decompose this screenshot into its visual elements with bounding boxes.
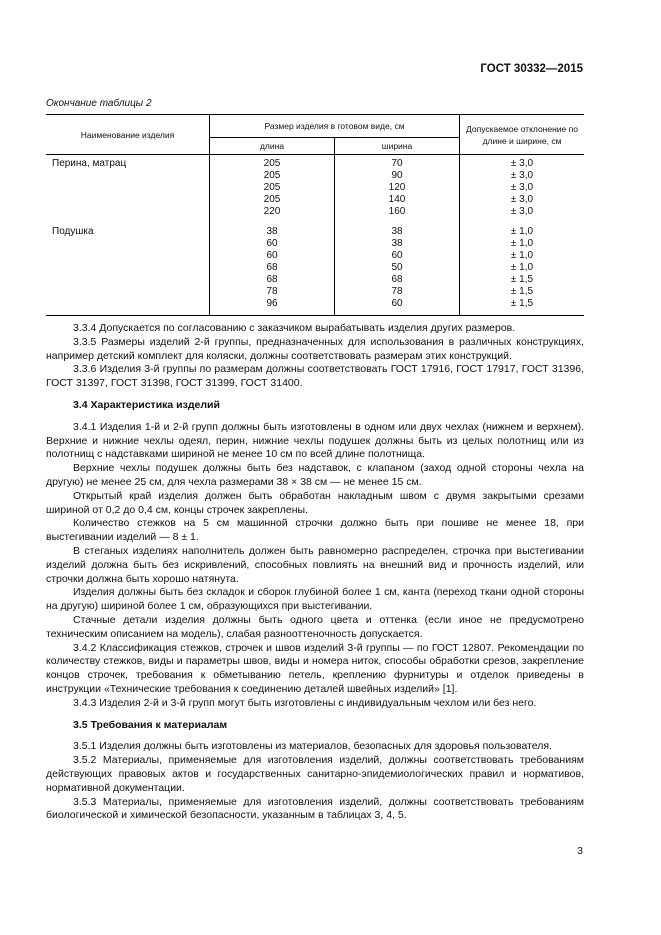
tolerance-cell: ± 1,0 <box>460 250 585 262</box>
section-heading-3-5: 3.5 Требования к материалам <box>73 718 228 731</box>
tolerance-cell: ± 3,0 <box>460 182 585 194</box>
width-cell: 50 <box>335 262 460 274</box>
document-code: ГОСТ 30332—2015 <box>480 63 583 75</box>
paragraph: Количество стежков на 5 см машинной строчки должно быть при пошиве не менее 18, при выстегивании изделий — 8 ± 1. <box>46 517 584 544</box>
tolerance-cell: ± 3,0 <box>460 194 585 206</box>
header-tolerance: Допускаемое отклонение по длине и ширине, см <box>460 115 585 155</box>
table-row <box>46 250 584 262</box>
table-row <box>46 155 584 171</box>
tolerance-cell: ± 1,5 <box>460 274 585 286</box>
page-number: 3 <box>577 845 583 857</box>
table-row <box>46 170 584 182</box>
length-cell: 205 <box>210 182 335 194</box>
paragraph: Стачные детали изделия должны быть одного цвета и оттенка (если иное не предусмотрено техническим описанием на модель), слабая разнооттеночность допускается. <box>46 613 584 640</box>
tolerance-cell: ± 1,0 <box>460 262 585 274</box>
section-heading-3-4: 3.4 Характеристика изделий <box>73 398 220 411</box>
clause-3-5-2: 3.5.2 Материалы, применяемые для изготовления изделий, должны соответствовать требованиям действующих правовых актов и государственных санитарно-эпидемиологических правил и нормативов, нормативной документации. <box>46 754 584 794</box>
tolerance-cell: ± 3,0 <box>460 170 585 182</box>
length-cell: 60 <box>210 250 335 262</box>
table-row <box>46 223 584 238</box>
clause-3-3-6: 3.3.6 Изделия 3-й группы по размерам должны соответствовать ГОСТ 17916, ГОСТ 17917, ГОСТ 31396, ГОСТ 31397, ГОСТ 31398, ГОСТ 31399, ГОСТ 31400. <box>46 363 584 390</box>
table-row <box>46 274 584 286</box>
length-cell: 78 <box>210 286 335 298</box>
clause-3-5-1: 3.5.1 Изделия должны быть изготовлены из материалов, безопасных для здоровья пользователя. <box>73 740 552 753</box>
width-cell: 60 <box>335 250 460 262</box>
length-cell: 68 <box>210 262 335 274</box>
width-cell: 140 <box>335 194 460 206</box>
clause-3-4-2: 3.4.2 Классификация стежков, строчек и швов изделий 3-й группы — по ГОСТ 12807. Рекомендации по количеству стежков, виды и параметры швов, виды и номера ниток, способы обработки срезов, закрепление концов строчек, требования к обметыванию петель, креплению фурнитуры и отделок приведены в инструкции «Технические требования к соединению деталей швейных изделий» [1]. <box>46 641 584 695</box>
tolerance-cell: ± 1,5 <box>460 298 585 316</box>
header-size-group: Размер изделия в готовом виде, см <box>210 115 460 138</box>
paragraph: Изделия должны быть без складок и сборок глубиной более 1 см, канта (переход ткани одной стороны на другую) шириной более 1 см, образующихся при выстегивании. <box>46 586 584 613</box>
table-row <box>46 182 584 194</box>
width-cell: 38 <box>335 223 460 238</box>
paragraph: Открытый край изделия должен быть обработан накладным швом с двумя закрытыми срезами шириной от 0,2 до 0,4 см, концы строчек закреплены. <box>46 489 584 516</box>
length-cell: 205 <box>210 194 335 206</box>
width-cell: 160 <box>335 206 460 223</box>
clause-3-3-4: 3.3.4 Допускается по согласованию с заказчиком вырабатывать изделия других размеров. <box>73 322 516 334</box>
width-cell: 120 <box>335 182 460 194</box>
table-row <box>46 286 584 298</box>
paragraph: Верхние чехлы подушек должны быть без надставок, с клапаном (заход одной стороны чехла на другую) не менее 25 см, для чехла размерами 38 × 38 см — не менее 15 см. <box>46 462 584 488</box>
product-name-cell: Подушка <box>52 226 94 237</box>
header-length: длина <box>210 138 335 155</box>
tolerance-cell: ± 1,5 <box>460 286 585 298</box>
length-cell: 220 <box>210 206 335 223</box>
document-body <box>46 322 584 823</box>
table-row <box>46 206 584 223</box>
table-row <box>46 238 584 250</box>
tolerance-cell: ± 1,0 <box>460 223 585 238</box>
width-cell: 90 <box>335 170 460 182</box>
clause-3-3-5: 3.3.5 Размеры изделий 2-й группы, предназначенных для использования в различных конструкциях, например детский комплект для коляски, должны соответствовать размерам этих конструкций. <box>46 335 584 362</box>
width-cell: 38 <box>335 238 460 250</box>
tolerance-cell: ± 3,0 <box>460 155 585 171</box>
length-cell: 96 <box>210 298 335 316</box>
clause-3-5-3: 3.5.3 Материалы, применяемые для изготовления изделий, должны соответствовать требованиям биологической и химической безопасности, указанным в таблицах 3, 4, 5. <box>46 795 584 822</box>
tolerance-cell: ± 3,0 <box>460 206 585 223</box>
width-cell: 70 <box>335 155 460 171</box>
width-cell: 78 <box>335 286 460 298</box>
header-product-name: Наименование изделия <box>46 115 210 155</box>
header-width: ширина <box>335 138 460 155</box>
size-tolerance-table <box>46 114 584 316</box>
table-row <box>46 262 584 274</box>
table-caption: Окончание таблицы 2 <box>46 98 152 109</box>
table-row <box>46 194 584 206</box>
width-cell: 68 <box>335 274 460 286</box>
paragraph: В стеганых изделиях наполнитель должен быть равномерно распределен, строчка при выстегивании изделий должна быть без искривлений, способных повлиять на внешний вид и прочность изделий, или строчки должна быть хорошо натянута. <box>46 544 584 585</box>
clause-3-4-3: 3.4.3 Изделия 2-й и 3-й групп могут быть изготовлены с индивидуальным чехлом или без него. <box>73 696 537 709</box>
tolerance-cell: ± 1,0 <box>460 238 585 250</box>
length-cell: 38 <box>210 223 335 238</box>
clause-3-4-1: 3.4.1 Изделия 1-й и 2-й групп должны быть изготовлены в одном или двух чехлах (нижнем и верхнем). Верхние и нижние чехлы одеял, перин, нижние чехлы подушек должны быть из целых полотнищ или из полотнищ с надставками шириной не менее 10 см по всей длине полотнища. <box>46 420 584 461</box>
length-cell: 205 <box>210 170 335 182</box>
length-cell: 68 <box>210 274 335 286</box>
product-name-cell: Перина, матрац <box>52 158 127 169</box>
length-cell: 60 <box>210 238 335 250</box>
table-row <box>46 298 584 316</box>
width-cell: 60 <box>335 298 460 316</box>
length-cell: 205 <box>210 155 335 171</box>
